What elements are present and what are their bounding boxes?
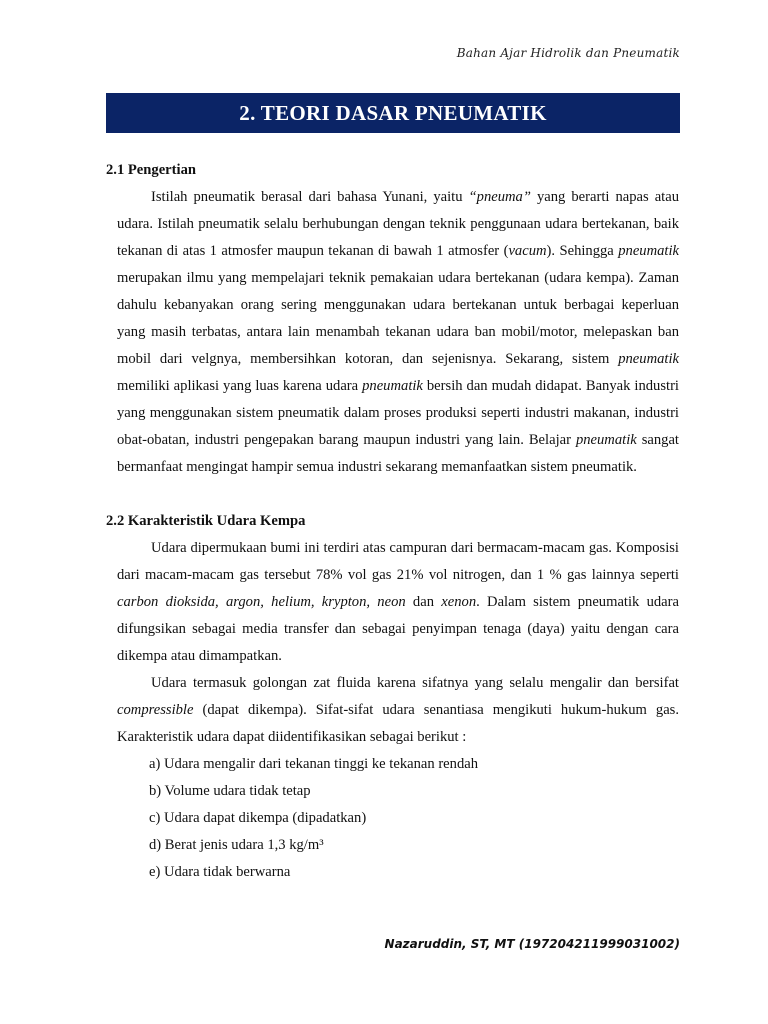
italic-term: pneumatik bbox=[618, 243, 680, 259]
text-run: bersih dan mudah didapat. Banyak industri yang menggunakan sistem pneumatik dalam proses produksi seperti industri makanan, industri obat-obatan, industri pengepakan barang maupun industri yang lain. Belajar bbox=[117, 378, 679, 448]
text-run: Udara dipermukaan bumi ini terdiri atas campuran dari bermacam-macam gas. Komposisi dari macam-macam gas tersebut 78% vol gas 21% vol nitrogen, dan 1 % gas lainnya seperti bbox=[117, 540, 679, 583]
italic-term: pneumatik bbox=[618, 351, 679, 367]
list-item: a) Udara mengalir dari tekanan tinggi ke tekanan rendah bbox=[149, 756, 479, 772]
text-run: (dapat dikempa). Sifat-sifat udara senantiasa mengikuti hukum-hukum gas. Karakteristik udara dapat diidentifikasikan sebagai berikut : bbox=[117, 702, 679, 745]
list-item: c) Udara dapat dikempa (dipadatkan) bbox=[149, 810, 367, 826]
text-run: ). Sehingga bbox=[546, 243, 619, 259]
text-run: yang berarti napas atau udara. Istilah pneumatik selalu berhubungan dengan teknik penggunaan udara bertekanan, baik tekanan di atas 1 atmosfer maupun tekanan di bawah 1 atmosfer ( bbox=[117, 189, 680, 259]
italic-term: compressible bbox=[117, 702, 194, 718]
italic-term: pneumatik bbox=[575, 432, 637, 448]
italic-term: xenon bbox=[441, 594, 477, 610]
paragraph-pengertian bbox=[117, 184, 679, 481]
characteristics-list bbox=[149, 751, 679, 886]
text-run: memiliki aplikasi yang luas karena udara bbox=[117, 378, 363, 394]
section-heading-pengertian: 2.1 Pengertian bbox=[106, 162, 196, 178]
list-item: d) Berat jenis udara 1,3 kg/m³ bbox=[149, 837, 324, 853]
italic-term: vacum bbox=[508, 243, 547, 259]
chapter-title-bar bbox=[106, 93, 680, 133]
italic-term: carbon dioksida, argon, helium, krypton, neon bbox=[117, 594, 406, 610]
text-run: sangat bermanfaat mengingat hampir semua industri sekarang memanfaatkan sistem pneumatik. bbox=[117, 432, 679, 475]
section-heading-karakteristik: 2.2 Karakteristik Udara Kempa bbox=[106, 513, 306, 529]
italic-term: pneumatik bbox=[362, 378, 423, 394]
paragraph-fluida bbox=[117, 670, 679, 751]
text-run: Istilah pneumatik berasal dari bahasa Yunani, yaitu bbox=[151, 189, 469, 205]
list-item: e) Udara tidak berwarna bbox=[149, 864, 291, 880]
list-item: b) Volume udara tidak tetap bbox=[149, 783, 311, 799]
page-body bbox=[106, 157, 680, 886]
text-run: . Dalam sistem pneumatik udara difungsikan sebagai media transfer dan sebagai penyimpan tenaga (daya) yaitu dengan cara dikempa atau dimampatkan. bbox=[117, 594, 680, 664]
paragraph-komposisi-udara bbox=[117, 535, 679, 670]
italic-term: “pneuma” bbox=[468, 189, 531, 205]
text-run: Udara termasuk golongan zat fluida karena sifatnya yang selalu mengalir dan bersifat bbox=[151, 675, 679, 691]
author-footer: Nazaruddin, ST, MT (197204211999031002) bbox=[384, 937, 680, 951]
running-header: Bahan Ajar Hidrolik dan Pneumatik bbox=[456, 46, 680, 60]
text-run: dan bbox=[405, 594, 442, 610]
text-run: merupakan ilmu yang mempelajari teknik pemakaian udara bertekanan (udara kempa). Zaman dahulu kebanyakan orang sering menggunakan udara bertekanan untuk berbagai keperluan yang masih terbatas, antara lain menambah tekanan udara ban mobil/motor, melepaskan ban mobil dari velgnya, membersihkan kotoran, dan sejenisnya. Sekarang, sistem bbox=[117, 270, 679, 367]
chapter-title: 2. TEORI DASAR PNEUMATIK bbox=[239, 100, 547, 125]
